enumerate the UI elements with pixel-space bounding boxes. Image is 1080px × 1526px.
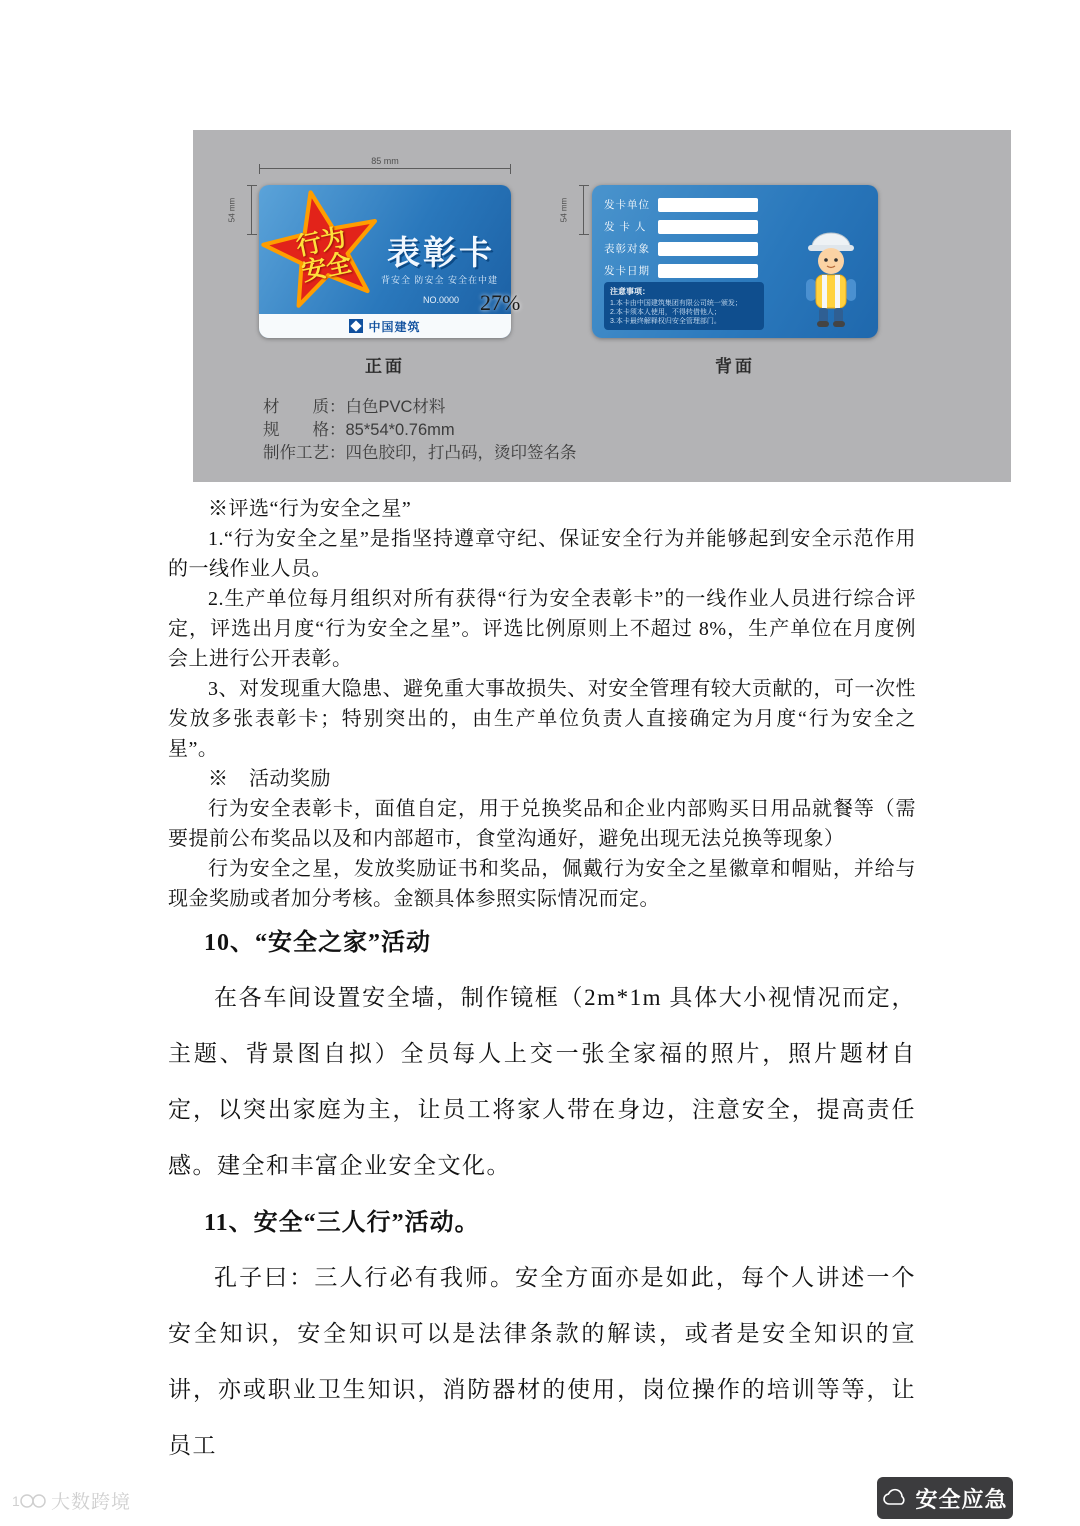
paragraph: 孔子曰：三人行必有我师。安全方面亦是如此，每个人讲述一个安全知识，安全知识可以是法律条款的解读，或者是安全知识的宣讲，亦或职业卫生知识，消防器材的使用，岗位操作的培训等等，让员工	[168, 1265, 916, 1458]
spec-line: 规 格：85*54*0.76mm	[263, 421, 455, 439]
field-input-box	[658, 242, 758, 256]
card-specs	[263, 396, 577, 465]
field-label: 表彰对象	[604, 243, 650, 255]
commendation-card-back	[592, 185, 878, 338]
card-title: 表彰卡	[387, 234, 495, 271]
star-slogan-text	[250, 181, 397, 328]
notice-line: 3.本卡最终解释权归安全管理部门。	[610, 318, 721, 325]
watermark-logo-icon	[12, 1491, 46, 1511]
width-dimension-label: 85 mm	[371, 156, 399, 166]
commendation-card-front	[259, 185, 511, 338]
heading-activity-10: 10、“安全之家”活动	[204, 930, 431, 956]
spec-line: 制作工艺：四色胶印，打凸码，烫印签名条	[263, 444, 577, 462]
section-title-activity-reward: ※ 活动奖励	[208, 768, 331, 790]
width-dimension-line	[259, 156, 511, 169]
cloud-logo-icon	[882, 1488, 908, 1508]
brand-name: 中国建筑	[368, 319, 421, 334]
field-input-box	[658, 198, 758, 212]
watermark-text: 大数跨境	[51, 1492, 132, 1513]
spec-line: 材 质：白色PVC材料	[263, 398, 446, 416]
field-row	[604, 197, 758, 212]
notice-box	[604, 282, 764, 330]
height-dimension-line-back	[559, 185, 584, 235]
field-input-box	[658, 220, 758, 234]
notice-line: 2.本卡须本人使用，不得转借他人；	[610, 309, 721, 316]
watermark	[12, 1487, 131, 1514]
card-tagline: 背安全 防安全 安全在中建	[380, 275, 498, 285]
footer-badge	[877, 1477, 1013, 1519]
back-side-label: 背面	[715, 357, 755, 376]
heading-activity-11: 11、安全“三人行”活动。	[204, 1210, 480, 1236]
card-fields	[604, 197, 758, 278]
document-body	[168, 494, 916, 1474]
field-row	[604, 241, 758, 256]
height-dimension-label: 54 mm	[559, 197, 569, 223]
paragraph: 行为安全之星，发放奖励证书和奖品，佩戴行为安全之星徽章和帽贴，并给与现金奖励或者加分考核。金额具体参照实际情况而定。	[168, 858, 916, 910]
section-title-star-selection: ※评选“行为安全之星”	[208, 498, 412, 520]
field-row	[604, 263, 758, 278]
paragraph: 3、对发现重大隐患、避免重大事故损失、对安全管理有较大贡献的，可一次性发放多张表彰卡；特别突出的，由生产单位负责人直接确定为月度“行为安全之星”。	[168, 678, 916, 760]
height-dimension-label: 54 mm	[227, 197, 237, 223]
zoom-percent-overlay: 27%	[480, 290, 521, 315]
svg-text:1: 1	[12, 1492, 21, 1509]
star-slogan-line2: 安全	[299, 248, 354, 287]
brand-logo-icon	[349, 319, 363, 333]
field-label: 发卡日期	[604, 265, 650, 277]
field-label: 发卡单位	[604, 199, 650, 211]
notice-line: 1.本卡由中国建筑集团有限公司统一颁发；	[610, 300, 742, 307]
paragraph: 1.“行为安全之星”是指坚持遵章守纪、保证安全行为并能够起到安全示范作用的一线作业人员。	[168, 528, 916, 580]
paragraph: 在各车间设置安全墙，制作镜框（2m*1m 具体大小视情况而定，主题、背景图自拟）全员每人上交一张全家福的照片，照片题材自定，以突出家庭为主，让员工将家人带在身边，注意安全，提高责任感。建全和丰富企业安全文化。	[168, 985, 916, 1178]
badge-text: 安全应急	[915, 1486, 1008, 1512]
card-design-figure	[193, 130, 1011, 482]
brand-bar	[259, 314, 511, 338]
card-serial-number: NO.0000	[422, 295, 459, 305]
field-label: 发 卡 人	[604, 221, 647, 233]
worker-mascot-illustration	[792, 220, 870, 332]
field-row	[604, 219, 758, 234]
star-icon	[249, 177, 396, 324]
front-side-label: 正面	[365, 357, 405, 376]
paragraph: 2.生产单位每月组织对所有获得“行为安全表彰卡”的一线作业人员进行综合评定，评选出月度“行为安全之星”。评选比例原则上不超过 8%，生产单位在月度例会上进行公开表彰。	[168, 588, 916, 670]
star-slogan-line1: 行为	[293, 223, 349, 262]
paragraph: 行为安全表彰卡，面值自定，用于兑换奖品和企业内部购买日用品就餐等（需要提前公布奖品以及和内部超市，食堂沟通好，避免出现无法兑换等现象）	[168, 798, 916, 850]
notice-title: 注意事项：	[610, 287, 650, 296]
field-input-box	[658, 264, 758, 278]
